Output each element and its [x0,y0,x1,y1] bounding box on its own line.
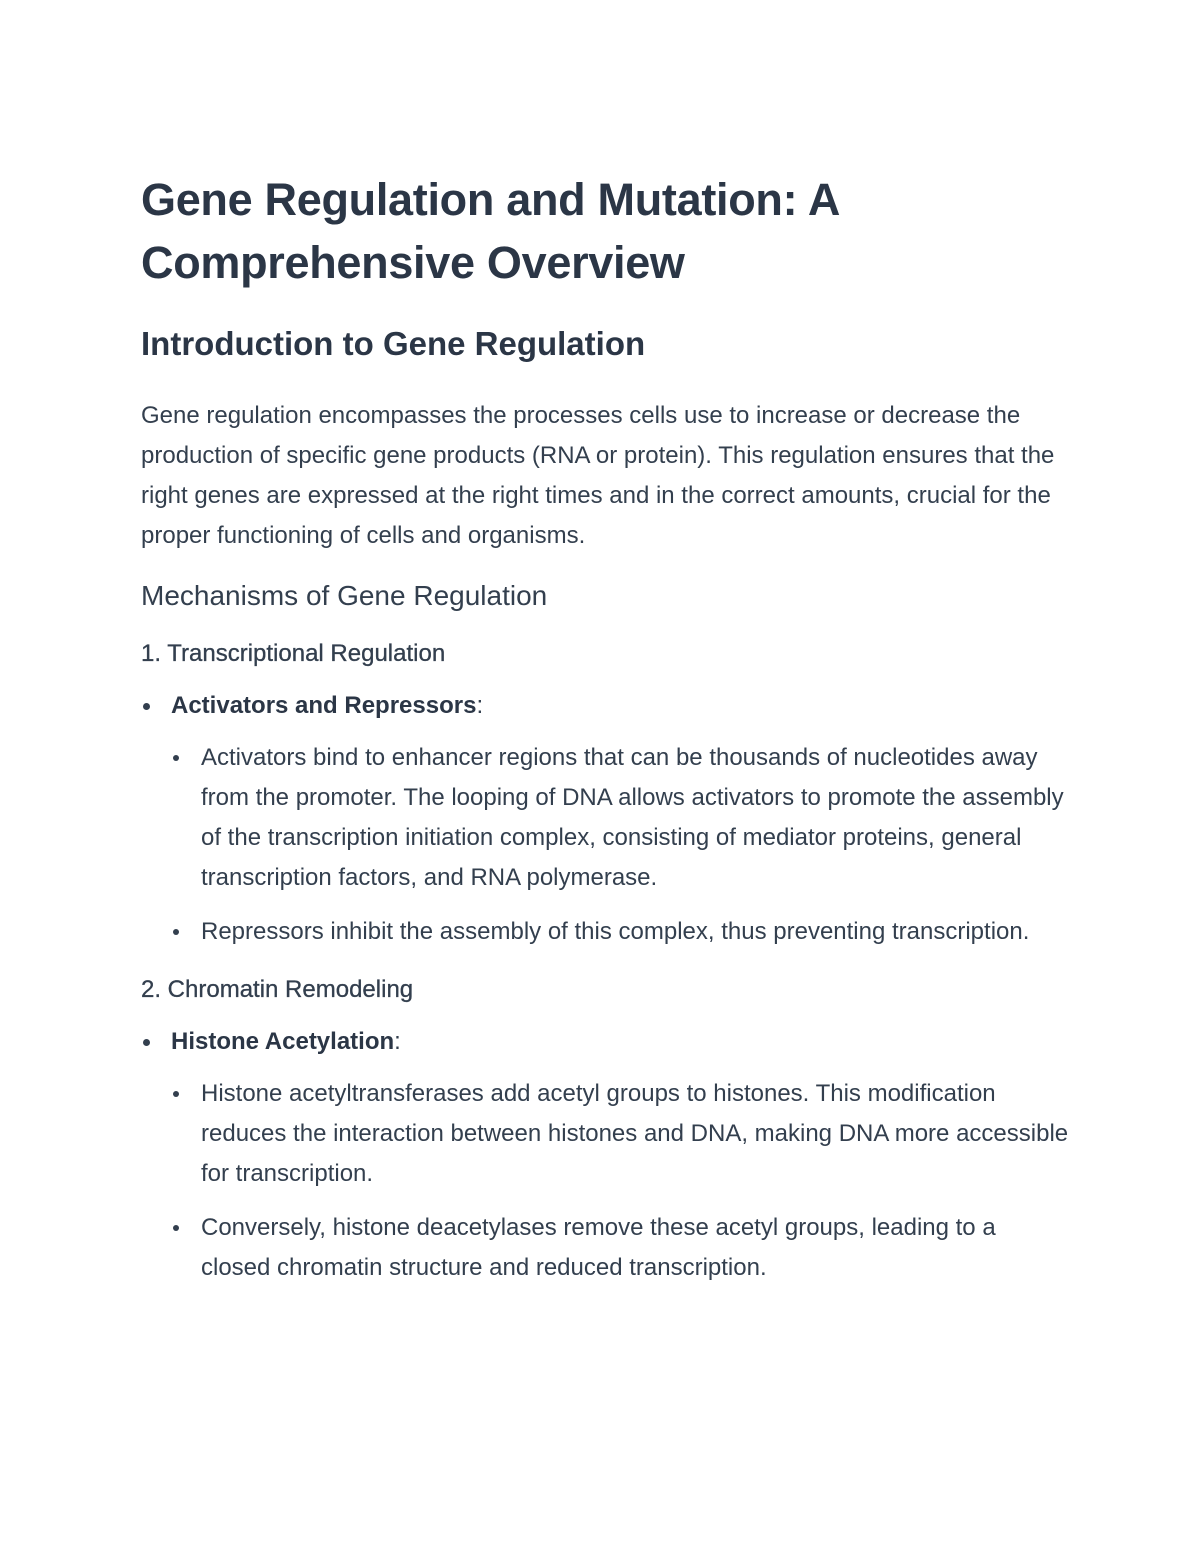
bullet-title: Histone Acetylation [171,1028,395,1055]
bullet-title: Activators and Repressors [171,692,477,719]
list-item [141,1074,1071,1194]
intro-paragraph: Gene regulation encompasses the processes cells use to increase or decrease the production of specific gene products (RNA or protein). This regulation ensures that the right genes are expressed at the right times and in the correct amounts, crucial for the proper functioning of cells and organisms. [141,402,1055,549]
bullet-icon [173,1091,179,1097]
bullet-text: Activators bind to enhancer regions that can be thousands of nucleotides away from the promoter. The looping of DNA allows activators to promote the assembly of the transcription initiation complex, consisting of mediator proteins, general transcription factors, and RNA polymerase. [201,744,1064,891]
document-page [141,168,1071,1288]
section-heading: Introduction to Gene Regulation [141,325,646,362]
list-item [141,912,1071,952]
bullet-icon [143,703,150,710]
bullet-icon [173,929,179,935]
bullet-text: Conversely, histone deacetylases remove these acetyl groups, leading to a closed chromatin structure and reduced transcription. [201,1214,996,1281]
list-item [141,1208,1071,1288]
bullet-suffix: : [394,1028,401,1055]
bullet-icon [143,1039,150,1046]
list-item [141,688,1071,724]
mechanism-heading: 1. Transcriptional Regulation [141,640,446,667]
document-title: Gene Regulation and Mutation: A Comprehensive Overview [141,174,839,288]
bullet-icon [173,755,179,761]
list-item [141,738,1071,898]
bullet-suffix: : [476,692,484,719]
list-item [141,1024,1071,1060]
bullet-icon [173,1225,179,1231]
mechanism-heading: 2. Chromatin Remodeling [141,976,414,1003]
subsection-heading: Mechanisms of Gene Regulation [141,580,548,611]
bullet-text: Histone acetyltransferases add acetyl groups to histones. This modification reduces the interaction between histones and DNA, making DNA more accessible for transcription. [201,1080,1069,1187]
bullet-text: Repressors inhibit the assembly of this complex, thus preventing transcription. [201,918,1030,945]
